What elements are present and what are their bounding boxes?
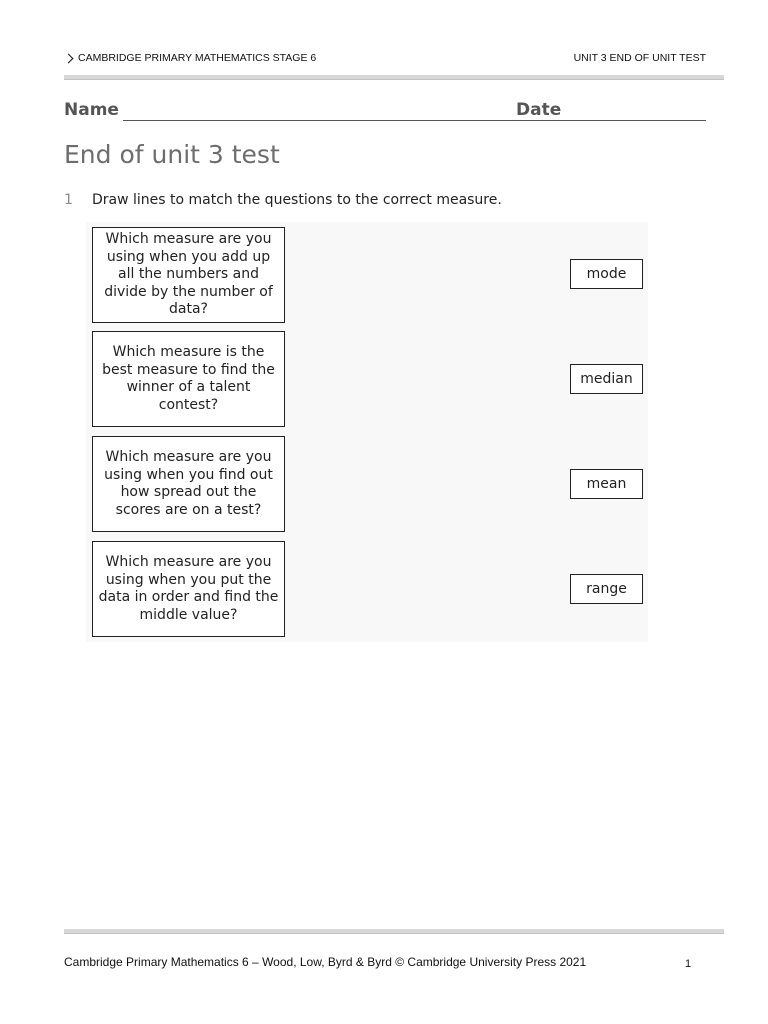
name-field[interactable] — [123, 120, 568, 121]
page-title: End of unit 3 test — [64, 140, 280, 169]
date-label: Date — [516, 100, 562, 120]
question-box-mode[interactable]: Which measure is the best measure to find the winner of a talent contest? — [92, 331, 285, 427]
question-box-mean[interactable]: Which measure are you using when you add up all the numbers and divide by the number of data? — [92, 227, 285, 323]
header-unit-title: UNIT 3 END OF UNIT TEST — [573, 52, 706, 64]
answer-box-mean[interactable]: mean — [570, 469, 643, 499]
question-box-median[interactable]: Which measure are you using when you put the data in order and find the middle value? — [92, 541, 285, 637]
name-label: Name — [64, 100, 119, 120]
question-box-range[interactable]: Which measure are you using when you find out how spread out the scores are on a test? — [92, 436, 285, 532]
question-1 — [64, 192, 502, 208]
footer-credit: Cambridge Primary Mathematics 6 – Wood, Low, Byrd & Byrd © Cambridge University Press 2021 — [64, 955, 587, 969]
footer-divider — [64, 929, 724, 934]
header-series-title: CAMBRIDGE PRIMARY MATHEMATICS STAGE 6 — [78, 52, 317, 64]
question-prompt: Draw lines to match the questions to the correct measure. — [92, 192, 502, 208]
date-field[interactable] — [565, 120, 706, 121]
header-divider — [64, 75, 724, 80]
question-number: 1 — [64, 192, 73, 208]
answer-box-mode[interactable]: mode — [570, 259, 643, 289]
answer-box-median[interactable]: median — [570, 364, 643, 394]
name-date-row — [64, 100, 708, 124]
running-header — [66, 52, 706, 68]
answer-box-range[interactable]: range — [570, 574, 643, 604]
header-left — [66, 52, 316, 64]
chevron-right-icon — [64, 53, 74, 63]
page-number: 1 — [685, 958, 692, 970]
